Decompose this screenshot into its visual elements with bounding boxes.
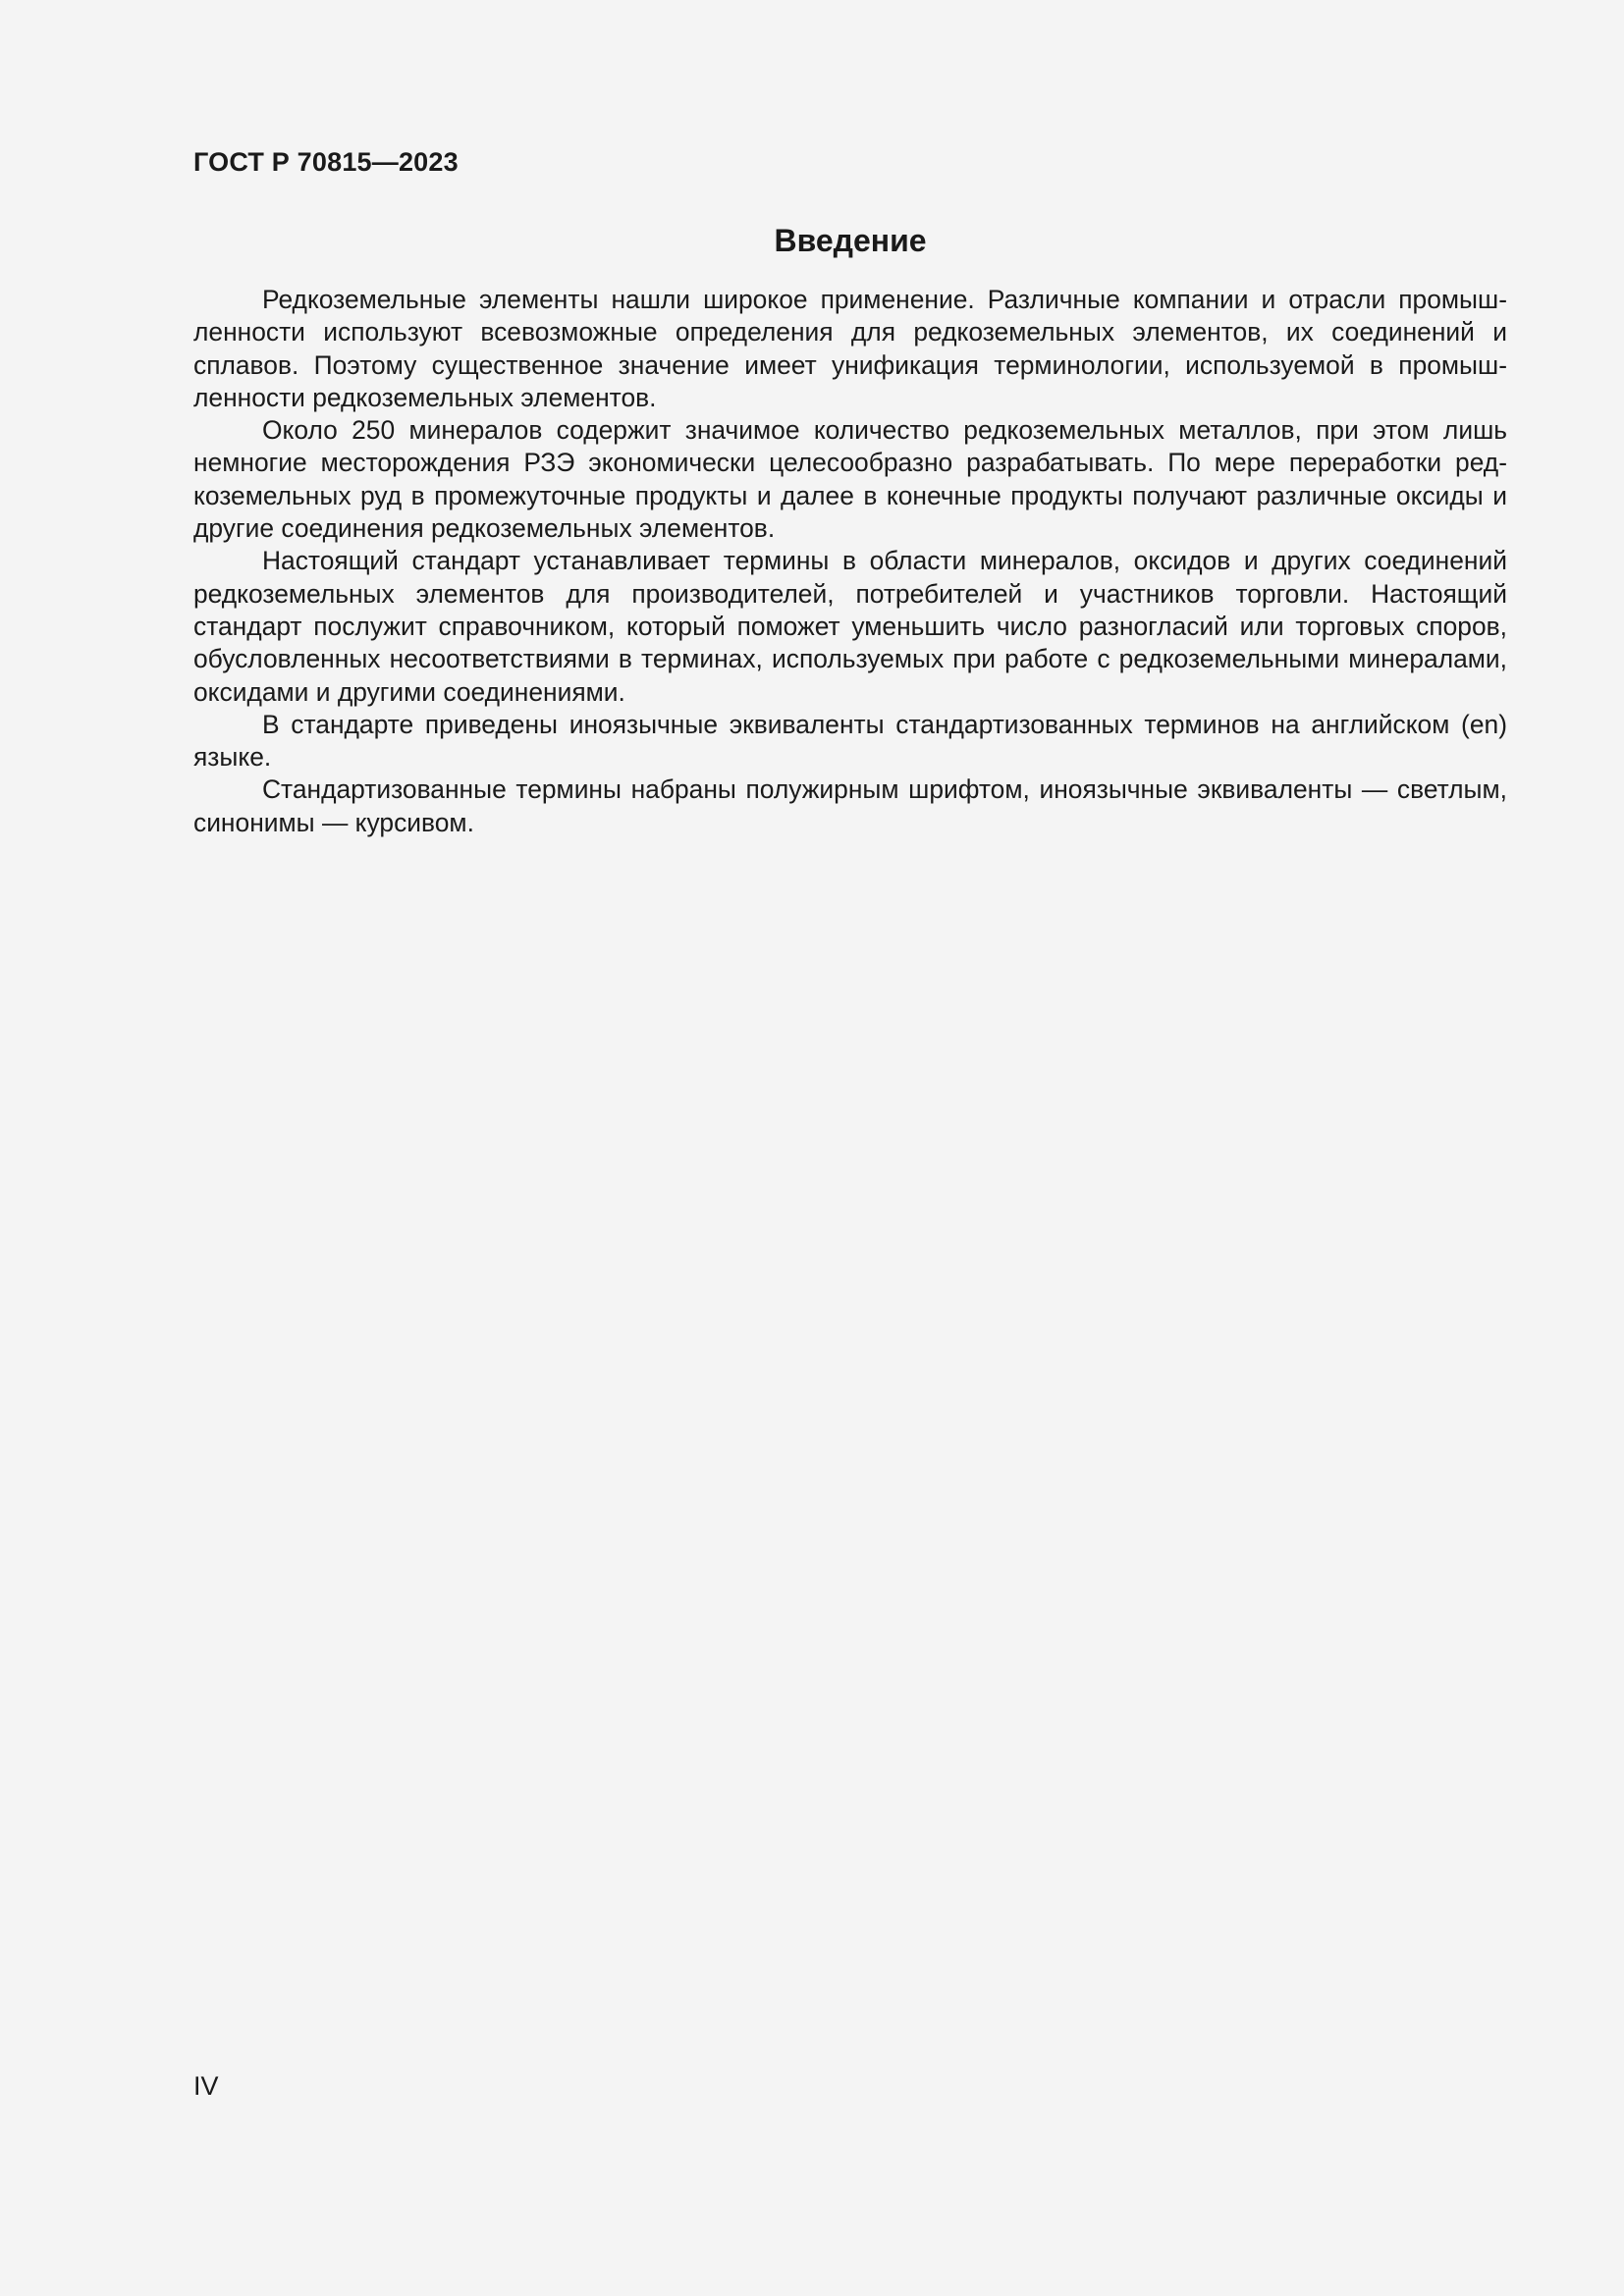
section-title: Введение <box>774 223 927 258</box>
page-number: IV <box>193 2071 219 2101</box>
paragraph: Настоящий стандарт устанавливает термины в области минералов, оксидов и других соединений редкоземельных элементов для производителей, потребителей и участников торговли. Настоящий стандарт послужит справочником, который поможет уменьшить число разногласий или торговых споров, обусловленных несоответствиями в терминах, используемых при работе с редкоземельными минералами, оксидами и другими соединениями. <box>193 546 1507 707</box>
paragraph: Редкоземельные элементы нашли широкое применение. Различные компании и отрасли промышленности используют всевозможные определения для редкоземельных элементов, их соединений и сплавов. Поэтому существенное значение имеет унификация терминологии, используемой в промышленности редкоземельных элементов. <box>193 285 1507 412</box>
paragraph: Около 250 минералов содержит значимое количество редкоземельных металлов, при этом лишь немногие месторождения РЗЭ экономически целесообразно разрабатывать. По мере переработки редкоземельных руд в промежуточные продукты и далее в конечные продукты получают различные оксиды и другие соединения редкоземельных элементов. <box>193 415 1507 544</box>
introduction-body <box>193 284 1507 839</box>
document-header: ГОСТ Р 70815—2023 <box>193 147 459 177</box>
paragraph: В стандарте приведены иноязычные эквиваленты стандартизованных терминов на английском (en) языке. <box>193 709 1507 773</box>
paragraph: Стандартизованные термины набраны полужирным шрифтом, иноязычные эквиваленты — светлым, синонимы — курсивом. <box>193 774 1507 837</box>
